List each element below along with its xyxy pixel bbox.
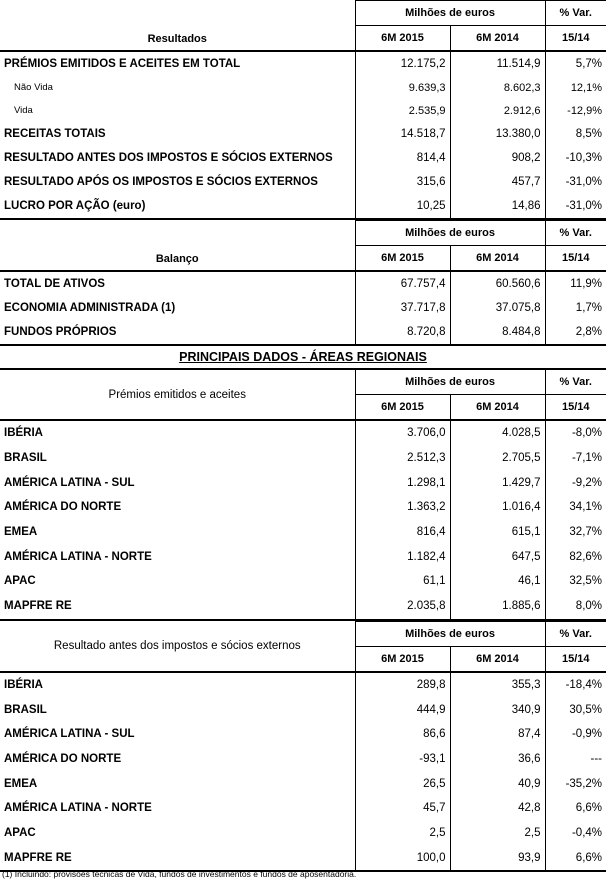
value-6m-2015: 37.717,8 <box>355 296 450 320</box>
table-row <box>0 446 606 471</box>
row-label: BRASIL <box>4 452 47 465</box>
row-label: Não Vida <box>14 81 53 93</box>
value-6m-2015: 26,5 <box>355 771 450 796</box>
value-6m-2015: 14.518,7 <box>355 122 450 146</box>
value-variation: 6,6% <box>545 845 606 871</box>
row-label: ECONOMIA ADMINISTRADA (1) <box>4 302 176 314</box>
row-label: BRASIL <box>4 703 47 716</box>
value-6m-2014: 908,2 <box>450 146 545 170</box>
balanco-col3-header: 15/14 <box>545 246 606 272</box>
premios-table <box>0 368 606 621</box>
value-6m-2015: 3.706,0 <box>355 420 450 446</box>
balanco-var-header: % Var. <box>545 221 606 246</box>
value-6m-2015: 86,6 <box>355 722 450 747</box>
value-6m-2014: 340,9 <box>450 697 545 722</box>
value-6m-2015: 2.535,9 <box>355 99 450 122</box>
table-row <box>0 122 606 146</box>
value-6m-2015: 1.182,4 <box>355 544 450 569</box>
row-label: PRÉMIOS EMITIDOS E ACEITES EM TOTAL <box>0 51 355 76</box>
table-row <box>0 594 606 620</box>
value-6m-2014: 1.016,4 <box>450 495 545 520</box>
table-row <box>0 796 606 821</box>
value-variation: -0,4% <box>545 821 606 846</box>
table-row <box>0 722 606 747</box>
value-6m-2014: 14,86 <box>450 194 545 219</box>
value-variation: 6,6% <box>545 796 606 821</box>
resultados-title: Resultados <box>147 33 207 45</box>
value-variation: -31,0% <box>545 194 606 219</box>
value-variation: 82,6% <box>545 544 606 569</box>
row-label: EMEA <box>4 526 38 539</box>
value-6m-2015: 12.175,2 <box>355 51 450 76</box>
value-variation: -12,9% <box>545 99 606 122</box>
value-6m-2015: 816,4 <box>355 520 450 545</box>
row-label: RESULTADO APÓS OS IMPOSTOS E SÓCIOS EXTERNOS <box>4 176 318 188</box>
value-variation: -7,1% <box>545 446 606 471</box>
row-label: RESULTADO ANTES DOS IMPOSTOS E SÓCIOS EXTERNOS <box>4 152 333 164</box>
value-6m-2015: 10,25 <box>355 194 450 219</box>
table-row <box>0 51 606 76</box>
value-6m-2014: 1.429,7 <box>450 470 545 495</box>
table-row <box>0 569 606 594</box>
row-label: APAC <box>4 575 36 588</box>
value-variation: 1,7% <box>545 296 606 320</box>
premios-group-header: Milhões de euros <box>355 369 545 395</box>
value-variation: 2,8% <box>545 320 606 345</box>
resultados-group-header: Milhões de euros <box>355 1 545 26</box>
footnote: (1) Incluindo: provisões técnicas de Vida, fundos de investimentos e fundos de aposentadoria. <box>2 869 357 879</box>
value-6m-2015: 814,4 <box>355 146 450 170</box>
value-variation: -10,3% <box>545 146 606 170</box>
value-6m-2015: 289,8 <box>355 672 450 698</box>
table-row <box>0 146 606 170</box>
value-6m-2015: 61,1 <box>355 569 450 594</box>
value-6m-2014: 13.380,0 <box>450 122 545 146</box>
value-6m-2015: 2.035,8 <box>355 594 450 620</box>
table-row <box>0 747 606 772</box>
table-row <box>0 520 606 545</box>
value-variation: --- <box>545 747 606 772</box>
row-label: AMÉRICA DO NORTE <box>4 501 122 514</box>
value-6m-2015: 444,9 <box>355 697 450 722</box>
table-row <box>0 76 606 99</box>
value-6m-2015: 315,6 <box>355 170 450 194</box>
balanco-col2-header: 6M 2014 <box>450 246 545 272</box>
row-label: APAC <box>4 826 36 839</box>
resultados-table <box>0 0 606 220</box>
value-6m-2014: 457,7 <box>450 170 545 194</box>
row-label: AMÉRICA LATINA - SUL <box>4 476 135 489</box>
table-row <box>0 697 606 722</box>
row-label: Vida <box>14 104 33 116</box>
balanco-title: Balanço <box>155 253 199 265</box>
resultados-body <box>0 51 606 219</box>
balanco-group-header: Milhões de euros <box>355 221 545 246</box>
value-6m-2015: 1.363,2 <box>355 495 450 520</box>
value-6m-2014: 42,8 <box>450 796 545 821</box>
value-6m-2014: 615,1 <box>450 520 545 545</box>
resultado-antes-var-header: % Var. <box>545 621 606 646</box>
value-variation: 32,7% <box>545 520 606 545</box>
value-6m-2015: 45,7 <box>355 796 450 821</box>
value-6m-2014: 4.028,5 <box>450 420 545 446</box>
value-6m-2014: 8.484,8 <box>450 320 545 345</box>
value-6m-2015: 2.512,3 <box>355 446 450 471</box>
resultado-antes-title: Resultado antes dos impostos e sócios externos <box>53 639 301 652</box>
table-row <box>0 544 606 569</box>
value-variation: -18,4% <box>545 672 606 698</box>
value-6m-2015: 100,0 <box>355 845 450 871</box>
section-title: PRINCIPAIS DADOS - ÁREAS REGIONAIS <box>179 350 427 364</box>
value-6m-2015: 67.757,4 <box>355 271 450 296</box>
value-6m-2014: 355,3 <box>450 672 545 698</box>
resultados-col3-header: 15/14 <box>545 26 606 52</box>
table-row <box>0 495 606 520</box>
resultado-antes-body <box>0 672 606 872</box>
table-row <box>0 271 606 296</box>
resultado-antes-table <box>0 621 606 873</box>
value-6m-2014: 40,9 <box>450 771 545 796</box>
balanco-table <box>0 220 606 346</box>
table-row <box>0 672 606 698</box>
resultado-antes-col2-header: 6M 2014 <box>450 646 545 672</box>
row-label: AMÉRICA LATINA - SUL <box>4 728 135 741</box>
value-6m-2014: 37.075,8 <box>450 296 545 320</box>
resultado-antes-col1-header: 6M 2015 <box>355 646 450 672</box>
resultado-antes-group-header: Milhões de euros <box>355 621 545 646</box>
value-6m-2015: 2,5 <box>355 821 450 846</box>
value-6m-2014: 2.912,6 <box>450 99 545 122</box>
value-6m-2014: 87,4 <box>450 722 545 747</box>
row-label: IBÉRIA <box>0 672 355 698</box>
value-variation: -8,0% <box>545 420 606 446</box>
table-row <box>0 99 606 122</box>
table-row <box>0 821 606 846</box>
row-label: AMÉRICA LATINA - NORTE <box>4 550 152 563</box>
premios-col1-header: 6M 2015 <box>355 395 450 421</box>
premios-col2-header: 6M 2014 <box>450 395 545 421</box>
row-label: LUCRO POR AÇÃO (euro) <box>0 194 355 219</box>
value-6m-2014: 11.514,9 <box>450 51 545 76</box>
table-row <box>0 296 606 320</box>
resultados-var-header: % Var. <box>545 1 606 26</box>
table-row <box>0 771 606 796</box>
value-variation: 34,1% <box>545 495 606 520</box>
resultados-col1-header: 6M 2015 <box>355 26 450 52</box>
premios-var-header: % Var. <box>545 369 606 395</box>
table-row <box>0 194 606 219</box>
value-6m-2014: 8.602,3 <box>450 76 545 99</box>
table-row <box>0 170 606 194</box>
value-6m-2014: 2,5 <box>450 821 545 846</box>
balanco-col1-header: 6M 2015 <box>355 246 450 272</box>
value-variation: 30,5% <box>545 697 606 722</box>
value-variation: 8,0% <box>545 594 606 620</box>
value-6m-2015: 1.298,1 <box>355 470 450 495</box>
row-label: AMÉRICA LATINA - NORTE <box>4 802 152 815</box>
value-6m-2014: 46,1 <box>450 569 545 594</box>
resultado-antes-col3-header: 15/14 <box>545 646 606 672</box>
premios-body <box>0 420 606 620</box>
value-variation: -0,9% <box>545 722 606 747</box>
value-variation: 11,9% <box>545 271 606 296</box>
table-row <box>0 320 606 345</box>
value-6m-2015: 8.720,8 <box>355 320 450 345</box>
balanco-body <box>0 271 606 345</box>
table-row <box>0 845 606 871</box>
value-6m-2014: 36,6 <box>450 747 545 772</box>
value-6m-2014: 60.560,6 <box>450 271 545 296</box>
row-label: FUNDOS PRÓPRIOS <box>0 320 355 345</box>
premios-col3-header: 15/14 <box>545 395 606 421</box>
value-variation: 12,1% <box>545 76 606 99</box>
value-6m-2014: 1.885,6 <box>450 594 545 620</box>
table-row <box>0 470 606 495</box>
row-label: AMÉRICA DO NORTE <box>4 752 122 765</box>
row-label: TOTAL DE ATIVOS <box>0 271 355 296</box>
value-6m-2014: 93,9 <box>450 845 545 871</box>
row-label: RECEITAS TOTAIS <box>4 128 106 140</box>
value-variation: 8,5% <box>545 122 606 146</box>
value-6m-2015: -93,1 <box>355 747 450 772</box>
value-variation: 5,7% <box>545 51 606 76</box>
row-label: MAPFRE RE <box>0 594 355 620</box>
row-label: IBÉRIA <box>0 420 355 446</box>
table-row <box>0 420 606 446</box>
value-variation: 32,5% <box>545 569 606 594</box>
resultados-col2-header: 6M 2014 <box>450 26 545 52</box>
row-label: MAPFRE RE <box>0 845 355 871</box>
value-6m-2014: 647,5 <box>450 544 545 569</box>
value-variation: -35,2% <box>545 771 606 796</box>
row-label: EMEA <box>4 777 38 790</box>
premios-title: Prémios emitidos e aceites <box>0 369 355 420</box>
value-variation: -31,0% <box>545 170 606 194</box>
value-6m-2014: 2.705,5 <box>450 446 545 471</box>
value-6m-2015: 9.639,3 <box>355 76 450 99</box>
value-variation: -9,2% <box>545 470 606 495</box>
